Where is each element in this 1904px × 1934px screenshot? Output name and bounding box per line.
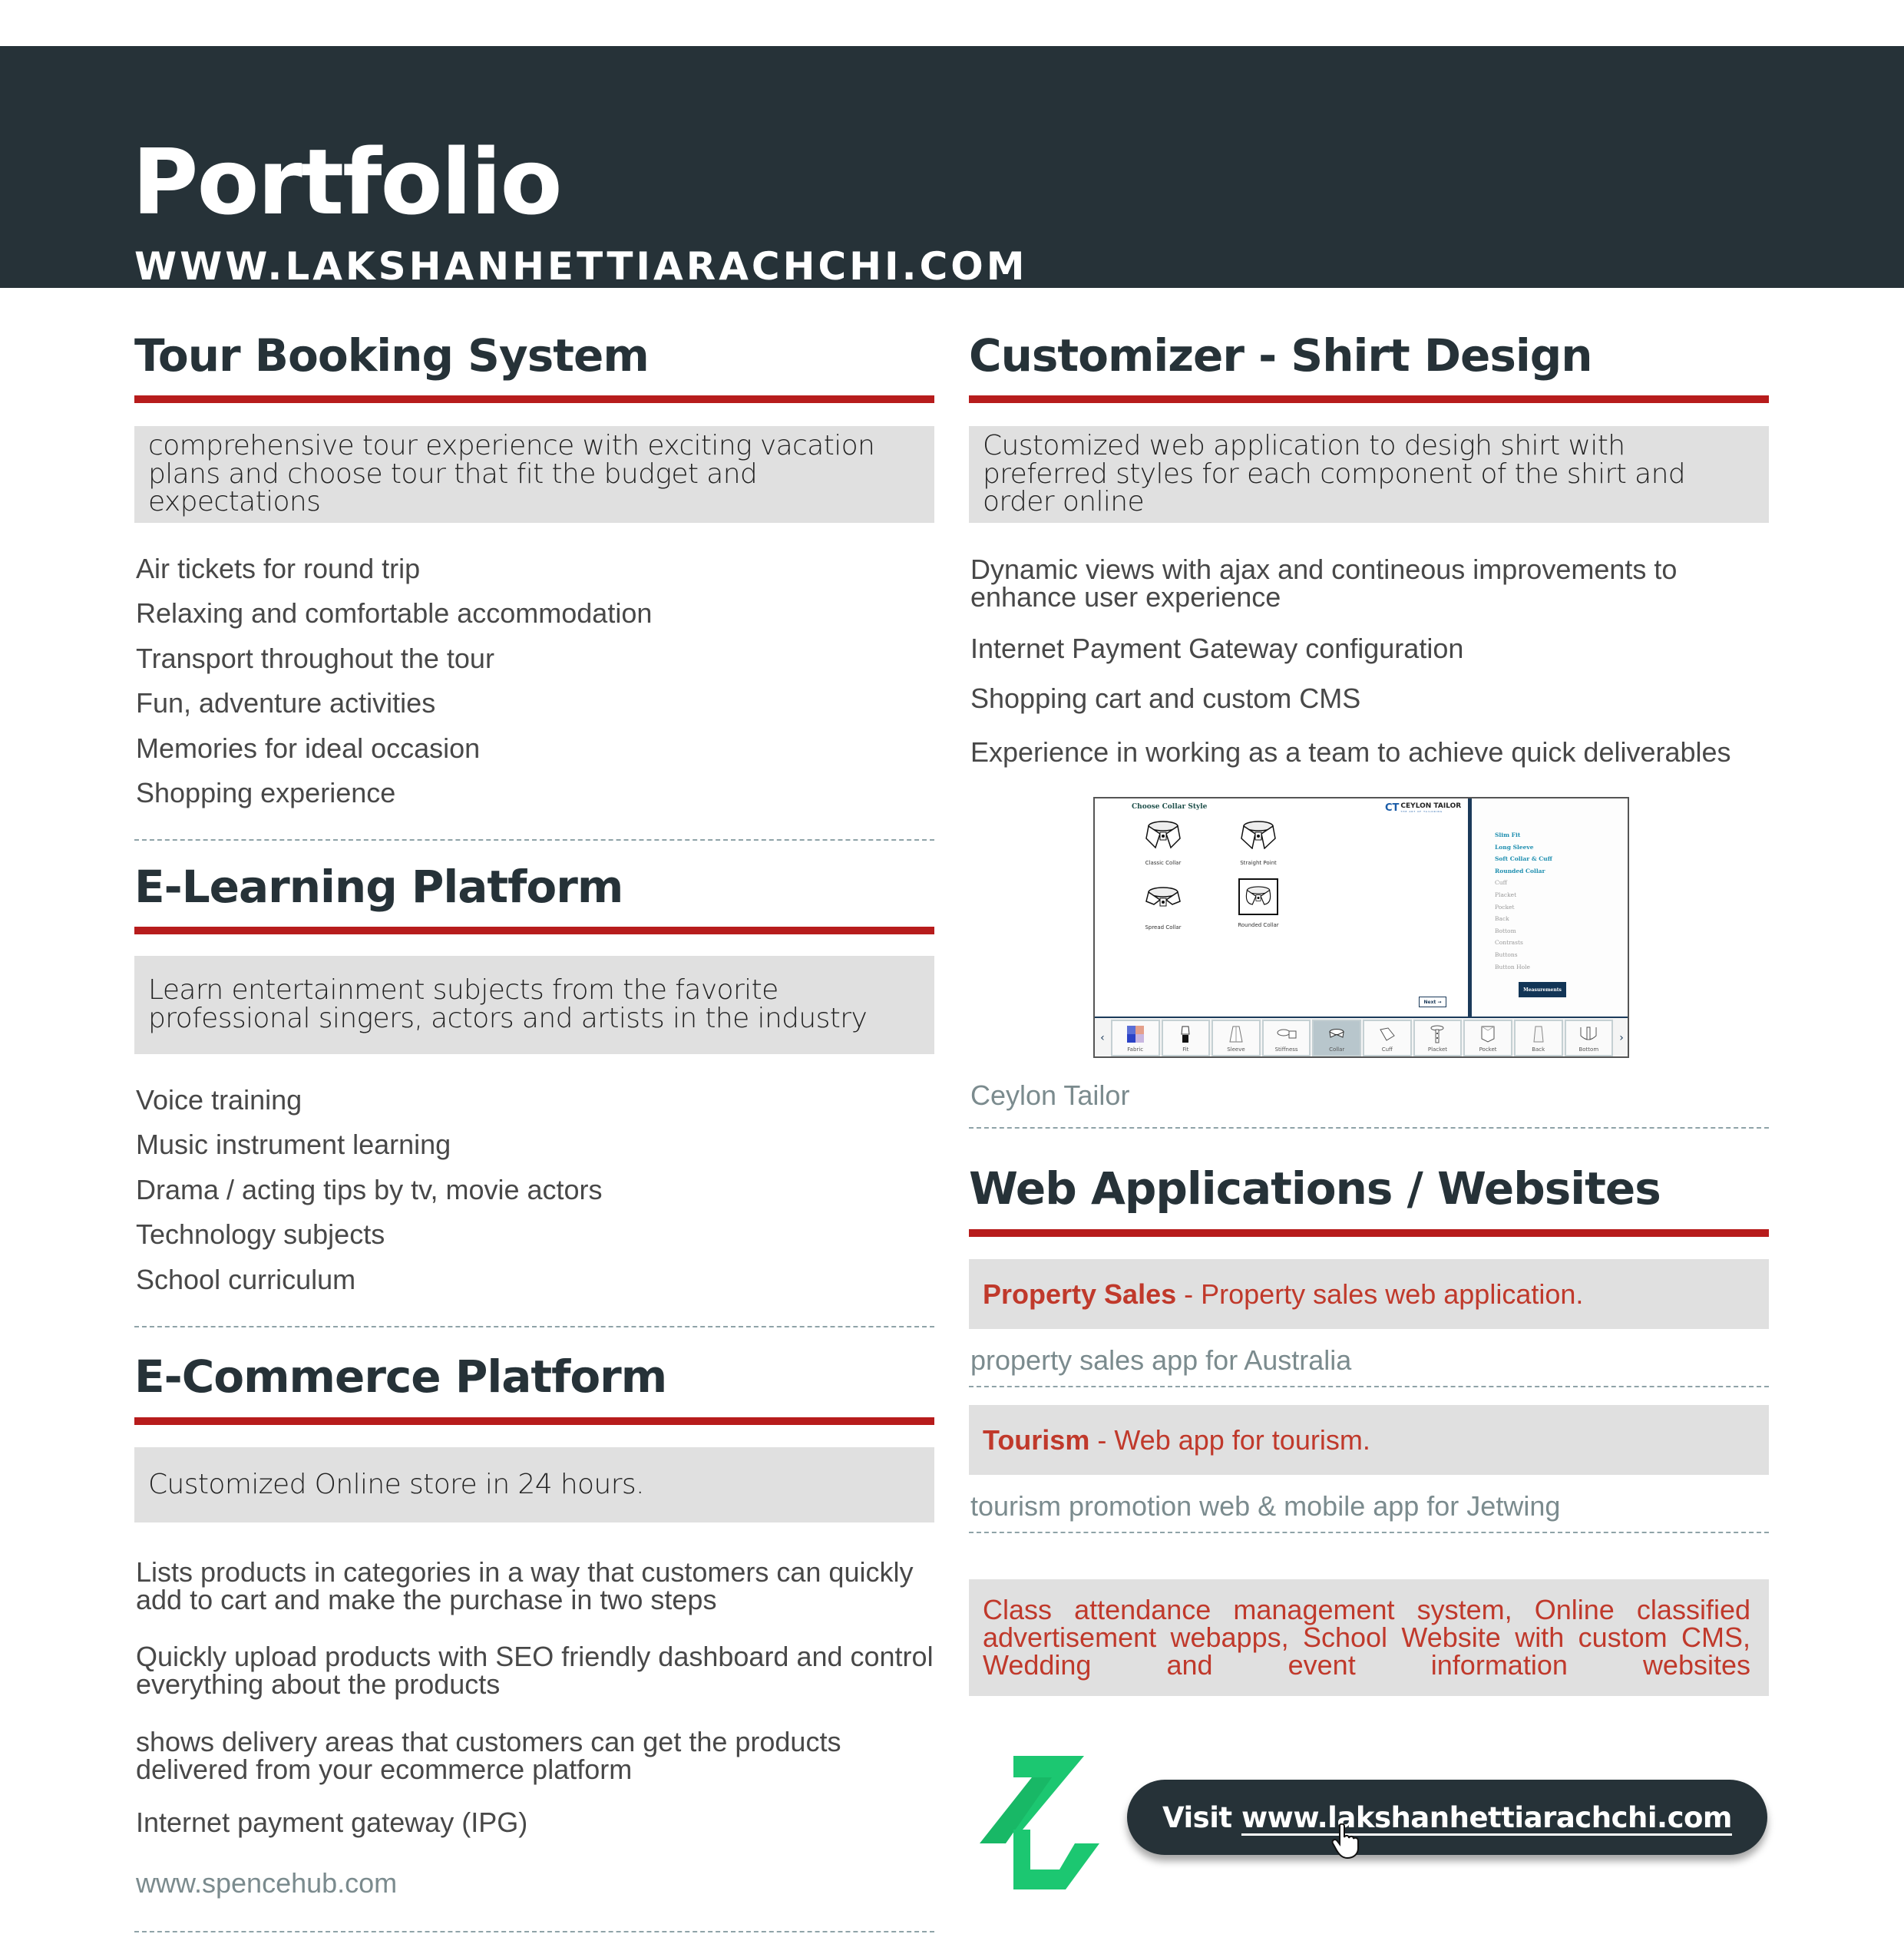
shirt-fit-icon [1180, 1021, 1191, 1046]
section-separator [134, 1326, 934, 1327]
visit-prefix: Visit [1162, 1800, 1241, 1834]
tab-collar-active[interactable] [1312, 1020, 1361, 1056]
tab-label: Fit [1182, 1046, 1189, 1053]
summary-item[interactable]: Button Hole [1495, 963, 1530, 970]
list-item: Experience in working as a team to achieve quick deliverables [970, 736, 1731, 768]
collar-icon [1238, 820, 1278, 849]
collar-chooser-panel [1095, 798, 1468, 1017]
tab-label: Pocket [1479, 1046, 1497, 1053]
other-projects-box [969, 1579, 1769, 1696]
client-name: Ceylon Tailor [970, 1079, 1130, 1111]
project-property-sales [969, 1259, 1769, 1329]
list-item: Fun, adventure activities [136, 687, 436, 719]
section-separator [134, 839, 934, 841]
ct-monogram-icon: CT [1385, 802, 1400, 814]
tab-label: Fabric [1127, 1046, 1144, 1053]
section-title-customizer: Customizer - Shirt Design [969, 329, 1592, 382]
project-dash: - [1089, 1423, 1115, 1456]
chevron-left-icon[interactable]: ‹ [1100, 1032, 1105, 1044]
collar-icon [1328, 1021, 1345, 1046]
list-item: Internet payment gateway (IPG) [136, 1807, 528, 1838]
summary-item[interactable]: Bottom [1495, 927, 1516, 934]
section-separator [134, 1931, 934, 1932]
list-item: Quickly upload products with SEO friendly dashboard and control everything about the products [136, 1641, 934, 1700]
section-title-elearning: E-Learning Platform [134, 861, 623, 913]
visit-website-link[interactable]: www.lakshanhettiarachchi.com [1241, 1800, 1732, 1834]
elearning-summary: Learn entertainment subjects from the favorite professional singers, actors and artists in the industry [148, 974, 868, 1034]
section-title-tour-booking: Tour Booking System [134, 329, 649, 382]
tab-label: Sleeve [1227, 1046, 1245, 1053]
section-separator [969, 1532, 1769, 1533]
collar-label: Classic Collar [1145, 860, 1182, 866]
project-dash: - [1176, 1278, 1202, 1310]
tab-bottom[interactable] [1565, 1020, 1614, 1056]
next-button[interactable]: Next → [1419, 997, 1446, 1007]
sleeve-icon [1228, 1021, 1244, 1046]
project-tagline: Web app for tourism. [1114, 1423, 1370, 1456]
list-item: shows delivery areas that customers can get the products delivered from your ecommerce platform [136, 1726, 841, 1785]
list-item: Dynamic views with ajax and contineous improvements to enhance user experience [970, 554, 1678, 613]
list-item: Shopping experience [136, 777, 396, 808]
list-item: Memories for ideal occasion [136, 732, 481, 764]
tab-pocket[interactable] [1463, 1020, 1512, 1056]
summary-item[interactable]: Buttons [1495, 950, 1518, 958]
tab-back[interactable] [1514, 1020, 1563, 1056]
cuff-icon [1379, 1021, 1396, 1046]
tab-sleeve[interactable] [1211, 1020, 1261, 1056]
lg-monogram-logo-icon [977, 1753, 1099, 1891]
collar-label: Straight Point [1240, 860, 1277, 866]
list-item: Drama / acting tips by tv, movie actors [136, 1174, 603, 1205]
summary-item[interactable]: Slim Fit [1495, 831, 1521, 838]
project-tourism [969, 1405, 1769, 1475]
chevron-right-icon[interactable]: › [1619, 1032, 1624, 1044]
list-item: Technology subjects [136, 1218, 385, 1250]
section-divider-red [134, 395, 934, 403]
customizer-screenshot [1093, 797, 1629, 1058]
shirt-back-icon [1532, 1021, 1545, 1046]
project-name: Tourism [983, 1423, 1090, 1456]
list-item: Internet Payment Gateway configuration [970, 633, 1464, 664]
section-divider-red [969, 395, 1769, 403]
customizer-summary-box [969, 426, 1769, 523]
list-item: Relaxing and comfortable accommodation [136, 597, 653, 629]
tab-fit[interactable] [1162, 1020, 1211, 1056]
list-item: Music instrument learning [136, 1129, 451, 1160]
section-divider-red [134, 927, 934, 934]
list-item: Shopping cart and custom CMS [970, 683, 1361, 714]
project-tagline: Property sales web application. [1201, 1278, 1584, 1310]
tab-label: Stiffness [1274, 1046, 1298, 1053]
tab-cuff[interactable] [1363, 1020, 1412, 1056]
summary-item[interactable]: Long Sleeve [1495, 843, 1534, 851]
chooser-heading: Choose Collar Style [1132, 803, 1208, 811]
summary-item[interactable]: Placket [1495, 891, 1517, 898]
tour-summary: comprehensive tour experience with exciting vacation plans and choose tour that fit the budget and expectations [148, 429, 875, 518]
brand-tagline: THE ART OF TAILORING [1400, 810, 1443, 813]
pocket-icon [1481, 1021, 1495, 1046]
collar-icon [1143, 820, 1183, 849]
component-toolbar [1095, 1017, 1629, 1058]
placket-icon [1430, 1021, 1445, 1046]
project-link-spencehub[interactable]: www.spencehub.com [136, 1867, 398, 1899]
summary-item[interactable]: Cuff [1495, 879, 1507, 887]
brand-name: CEYLON TAILOR [1400, 802, 1462, 810]
fabric-swatch-icon [1127, 1021, 1144, 1046]
hand-pointer-cursor-icon [1330, 1823, 1361, 1859]
tour-summary-box [134, 426, 934, 523]
collar-option-classic[interactable] [1129, 820, 1198, 866]
stiffness-icon [1277, 1021, 1297, 1046]
collar-icon [1243, 883, 1274, 911]
project-description: property sales app for Australia [970, 1344, 1352, 1376]
summary-item[interactable]: Soft Collar & Cuff [1495, 855, 1552, 863]
project-description: tourism promotion web & mobile app for Jetwing [970, 1490, 1561, 1522]
collar-option-straight-point[interactable] [1224, 820, 1293, 866]
section-title-ecommerce: E-Commerce Platform [134, 1350, 667, 1403]
project-name: Property Sales [983, 1278, 1177, 1310]
tab-label: Bottom [1578, 1046, 1599, 1053]
shirt-bottom-icon [1580, 1021, 1597, 1046]
selection-summary-list [1495, 829, 1552, 973]
page-title: Portfolio [132, 129, 561, 235]
ecommerce-summary-box [134, 1447, 934, 1522]
section-title-webapps: Web Applications / Websites [969, 1162, 1661, 1215]
collar-label: Rounded Collar [1238, 922, 1279, 928]
summary-item[interactable]: Back [1495, 915, 1509, 923]
section-separator [969, 1127, 1769, 1129]
measurements-button[interactable]: Measurements [1519, 982, 1566, 997]
summary-item[interactable]: Contrasts [1495, 939, 1523, 947]
ceylon-tailor-logo [1385, 803, 1461, 813]
tab-label: Collar [1329, 1046, 1345, 1053]
section-divider-red [134, 1417, 934, 1425]
left-column [134, 0, 934, 1934]
list-item: Transport throughout the tour [136, 643, 494, 674]
collar-label: Spread Collar [1145, 924, 1182, 931]
list-item: Voice training [136, 1084, 302, 1116]
tab-label: Placket [1427, 1046, 1448, 1053]
customizer-summary: Customized web application to desigh shirt with preferred styles for each component of the shirt and order online [983, 429, 1686, 518]
tab-fabric[interactable] [1111, 1020, 1160, 1056]
list-item: Air tickets for round trip [136, 553, 421, 584]
selection-frame [1238, 878, 1278, 915]
tab-label: Cuff [1381, 1046, 1393, 1053]
selection-summary-panel [1472, 798, 1629, 1017]
tab-placket[interactable] [1413, 1020, 1463, 1056]
collar-option-spread[interactable] [1129, 884, 1198, 931]
summary-item[interactable]: Rounded Collar [1495, 867, 1545, 874]
section-separator [969, 1386, 1769, 1387]
list-item: School curriculum [136, 1264, 356, 1295]
tab-stiffness[interactable] [1262, 1020, 1311, 1056]
collar-option-rounded-selected[interactable] [1224, 878, 1293, 928]
collar-icon [1143, 884, 1183, 914]
elearning-summary-box [134, 956, 934, 1054]
summary-item[interactable]: Pocket [1495, 903, 1515, 911]
visit-website-button[interactable] [1127, 1780, 1767, 1855]
list-item: Lists products in categories in a way that customers can quickly add to cart and make the purchase in two steps [136, 1556, 914, 1615]
other-projects: Class attendance management system, Online classified advertisement webapps, School Website with custom CMS, Wedding and event information websites [983, 1594, 1750, 1681]
tab-label: Back [1532, 1046, 1545, 1053]
section-divider-red [969, 1229, 1769, 1237]
header-website-url[interactable]: WWW.LAKSHANHETTIARACHCHI.COM [134, 244, 1028, 289]
ecommerce-summary: Customized Online store in 24 hours. [148, 1468, 644, 1500]
